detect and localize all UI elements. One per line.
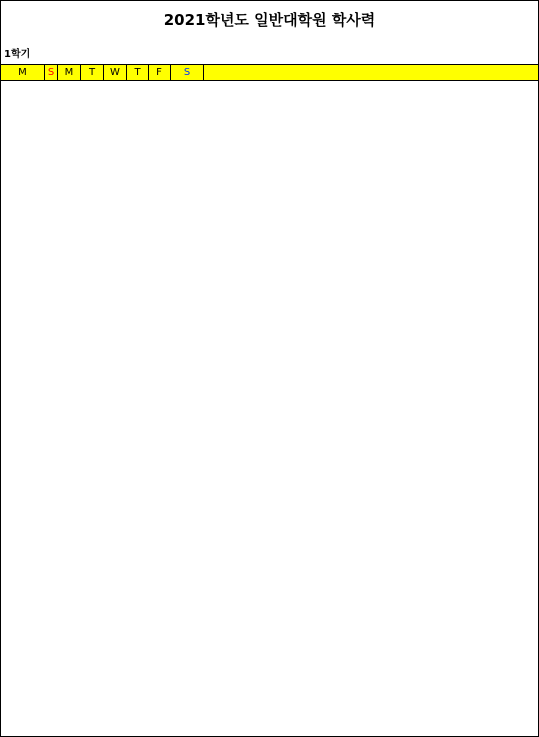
calendar-header-row [1,64,538,81]
header-day: F [148,65,171,81]
header-day: T [127,65,149,81]
header-day: S [171,65,204,81]
header-day: S [45,65,58,81]
header-day: W [104,65,127,81]
header-day: T [81,65,104,81]
semester-label: 1학기 [4,49,31,60]
header-month: M [1,65,45,81]
page-title: 2021학년도 일반대학원 학사력 [163,11,376,29]
header-day: M [58,65,81,81]
